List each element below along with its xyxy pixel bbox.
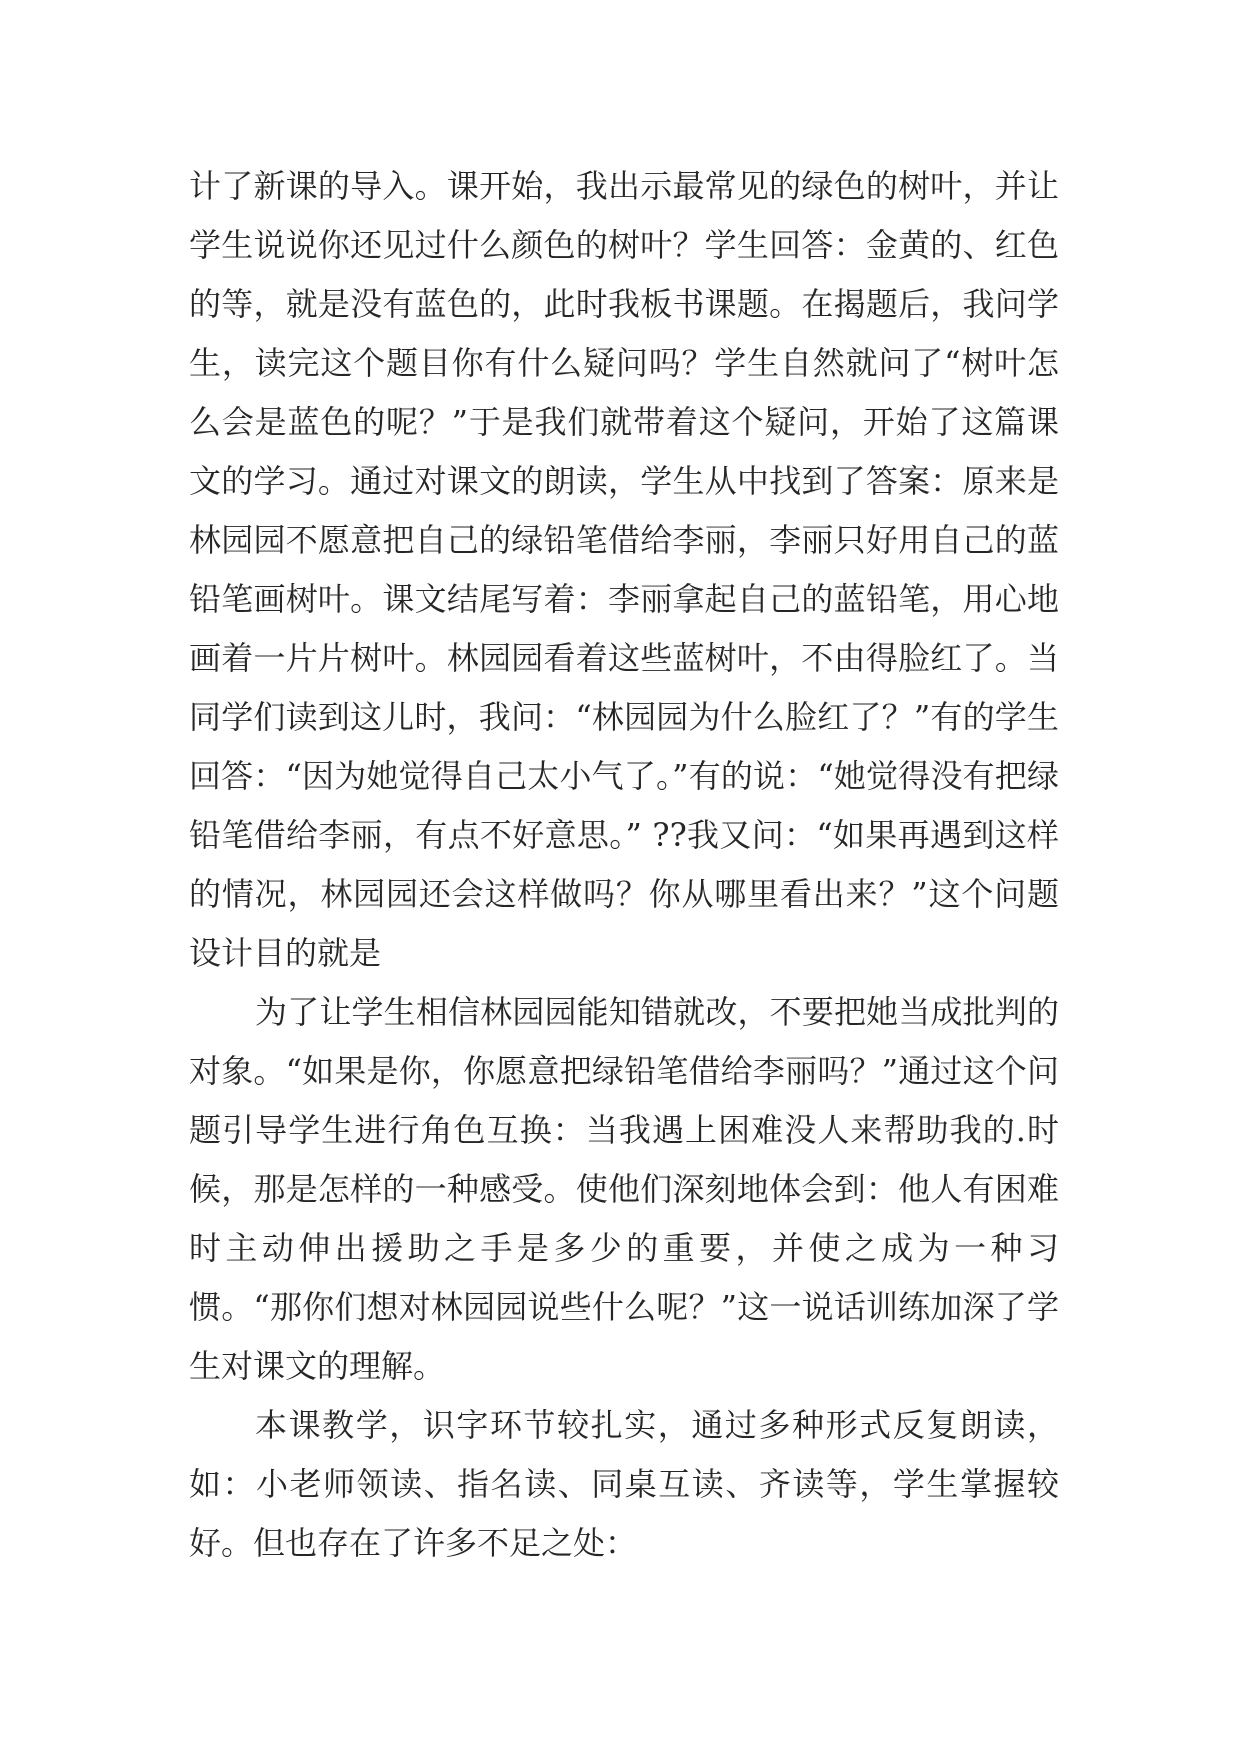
- paragraph-continued: 计了新课的导入。课开始，我出示最常见的绿色的树叶，并让学生说说你还见过什么颜色的树叶？学生回答：金黄的、红色的等，就是没有蓝色的，此时我板书课题。在揭题后，我问学生，读完这个题目你有什么疑问吗？学生自然就问了“树叶怎么会是蓝色的呢？”于是我们就带着这个疑问，开始了这篇课文的学习。通过对课文的朗读，学生从中找到了答案：原来是林园园不愿意把自己的绿铅笔借给李丽，李丽只好用自己的蓝铅笔画树叶。课文结尾写着：李丽拿起自己的蓝铅笔，用心地画着一片片树叶。林园园看着这些蓝树叶，不由得脸红了。当同学们读到这儿时，我问：“林园园为什么脸红了？”有的学生回答：“因为她觉得自己太小气了。”有的说：“她觉得没有把绿铅笔借给李丽，有点不好意思。” ??我又问：“如果再遇到这样的情况，林园园还会这样做吗？你从哪里看出来？”这个问题设计目的就是: [189, 167, 1059, 972]
- body-text: [189, 157, 1059, 1573]
- paragraph: 本课教学，识字环节较扎实，通过多种形式反复朗读，如：小老师领读、指名读、同桌互读、齐读等，学生掌握较好。但也存在了许多不足之处：: [189, 1406, 1059, 1562]
- paragraph: 为了让学生相信林园园能知错就改，不要把她当成批判的对象。“如果是你，你愿意把绿铅笔借给李丽吗？”通过这个问题引导学生进行角色互换：当我遇上困难没人来帮助我的.时候，那是怎样的一种感受。使他们深刻地体会到：他人有困难时主动伸出援助之手是多少的重要，并使之成为一种习惯。“那你们想对林园园说些什么呢？”这一说话训练加深了学生对课文的理解。: [189, 993, 1059, 1385]
